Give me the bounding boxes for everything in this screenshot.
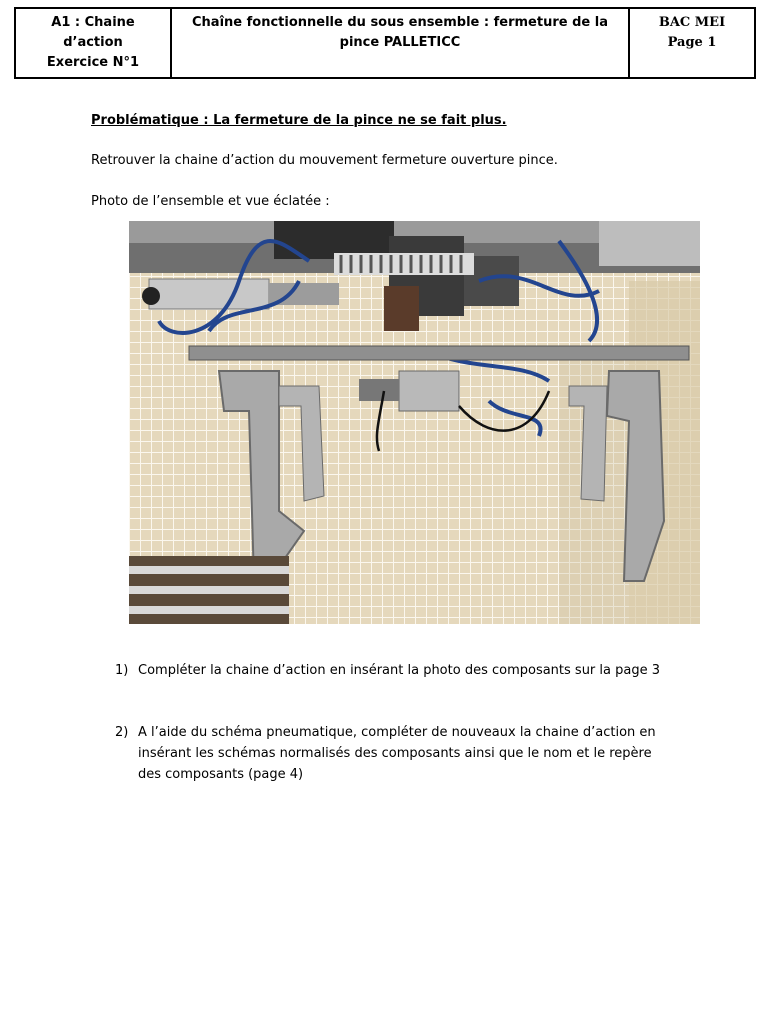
header-title-cell	[171, 8, 629, 78]
header-exercise-cell	[15, 8, 171, 78]
header-title-line: Chaîne fonctionnelle du sous ensemble : fermeture de la	[192, 15, 608, 30]
gripper-photo-illustration	[129, 221, 700, 624]
header-page-cell	[629, 8, 755, 78]
header-table	[14, 7, 756, 79]
instruction-text: Retrouver la chaine d’action du mouvement fermeture ouverture pince.	[91, 153, 558, 168]
problem-statement: Problématique : La fermeture de la pince ne se fait plus.	[91, 113, 507, 128]
question-line: des composants (page 4)	[138, 767, 304, 782]
question-number: 2)	[115, 725, 129, 740]
photo-caption: Photo de l’ensemble et vue éclatée :	[91, 194, 330, 209]
question-line: insérant les schémas normalisés des composants ainsi que le nom et le repère	[138, 746, 652, 761]
header-course: BAC MEI	[658, 15, 726, 30]
question-line: Compléter la chaine d’action en insérant la photo des composants sur la page 3	[138, 663, 660, 678]
header-exercise-line: d’action	[63, 35, 123, 50]
question-line: A l’aide du schéma pneumatique, compléter de nouveaux la chaine d’action en	[138, 725, 656, 740]
header-page-number: Page 1	[667, 35, 717, 50]
header-exercise-line: A1 : Chaine	[51, 15, 135, 30]
header-title-line: pince PALLETICC	[339, 35, 461, 50]
gripper-photo	[129, 221, 700, 624]
question-number: 1)	[115, 663, 129, 678]
header-exercise-line: Exercice N°1	[46, 55, 140, 70]
